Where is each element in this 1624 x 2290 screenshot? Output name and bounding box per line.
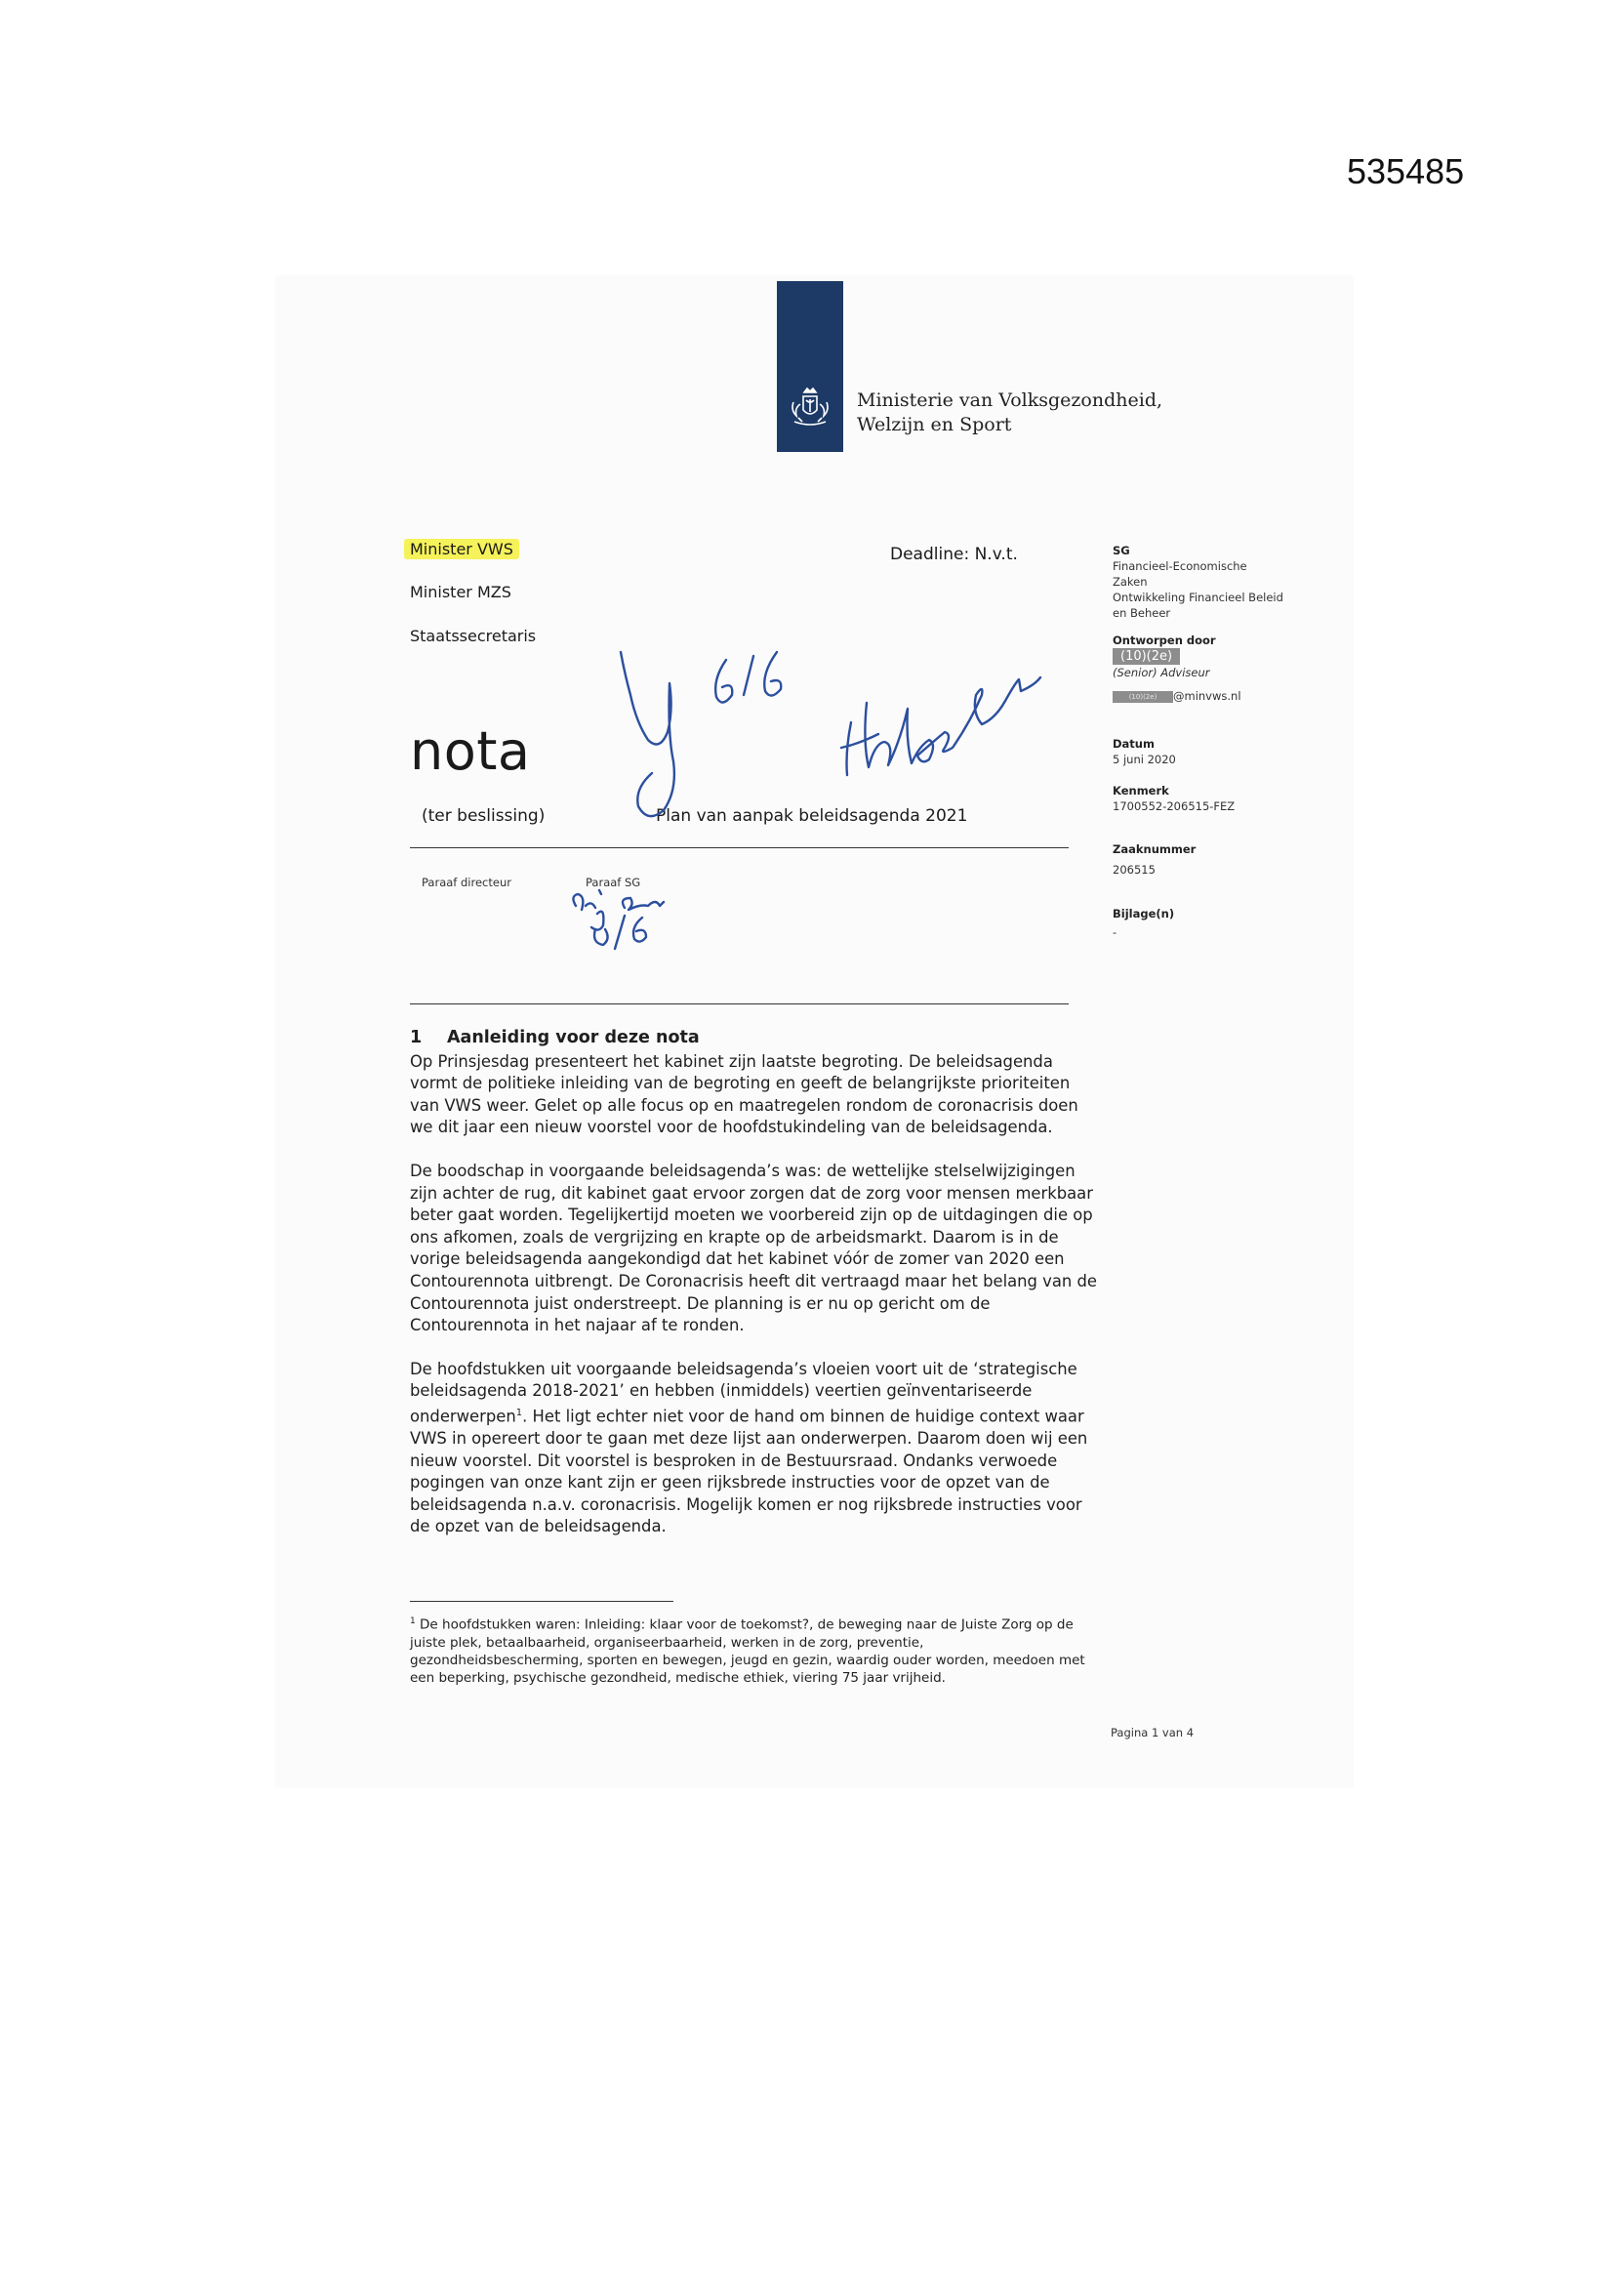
paragraph: De boodschap in voorgaande beleidsagenda’s was: de wettelijke stelselwijzigingen zijn achter de rug, dit kabinet gaat ervoor zorgen dat de zorg voor mensen merkbaar beter gaat worden. Tegelijkertijd moeten we voorbereid zijn op de uitdagingen die op ons afkomen, zoals de vergrijzing en krapte op de arbeidsmarkt. Daarom is in de vorige beleidsagenda aangekondigd dat het kabinet vóór de zomer van 2020 een Contourennota uitbrengt. De Coronacrisis heeft dit vertraagd maar het belang van de Contourennota juist onderstreept. De planning is er nu op gericht om de Contourennota in het najaar af te ronden. [410, 1161, 1097, 1335]
reference-label: Kenmerk [1113, 784, 1169, 797]
document-subject: Plan van aanpak beleidsagenda 2021 [656, 806, 968, 826]
case-number-value: 206515 [1113, 863, 1156, 877]
recipient-minister-vws: Minister VWS [404, 539, 519, 559]
paraaf-sg-label: Paraaf SG [586, 876, 641, 889]
ministry-name-line2: Welzijn en Sport [857, 414, 1012, 435]
ministry-name-line1: Ministerie van Volksgezondheid, [857, 389, 1163, 411]
unit-line: Financieel-Economische [1113, 559, 1247, 573]
attachments-value: - [1113, 925, 1117, 939]
signature-minister [841, 677, 1040, 775]
deadline: Deadline: N.v.t. [890, 545, 1018, 564]
email-suffix: @minvws.nl [1173, 689, 1241, 703]
footnote-text: De hoofdstukken waren: Inleiding: klaar voor de toekomst?, de beweging naar de Juiste Zorg op de juiste plek, betaalbaarheid, organiseerbaarheid, werken in de zorg, preventie, gezondheidsbescherming, sporten en bewegen, jeugd en gezin, waardig ouder worden, meedoen met een beperking, psychische gezondheid, medische ethiek, viering 75 jaar vrijheid. [410, 1616, 1085, 1687]
divider [410, 1003, 1069, 1004]
paragraph [410, 1359, 1098, 1538]
page-indicator: Pagina 1 van 4 [1111, 1726, 1195, 1739]
paragraph: Op Prinsjesdag presenteert het kabinet zijn laatste begroting. De beleidsagenda vormt de politieke inleiding van de begroting en geeft de belangrijkste prioriteiten van VWS weer. Gelet op alle focus op en maatregelen rondom de coronacrisis doen we dit jaar een nieuw voorstel voor de hoofdstukindeling van de beleidsagenda. [410, 1051, 1078, 1137]
reference-value: 1700552-206515-FEZ [1113, 799, 1236, 813]
paragraph-text: . Het ligt echter niet voor de hand om binnen de huidige context waar VWS in opereert door te gaan met deze lijst aan onderwerpen. Daarom doen wij een nieuw voorstel. Dit voorstel is besproken in de Bestuursraad. Ondanks verwoede pogingen van onze kant zijn er geen rijksbrede instructies voor de opzet van de beleidsagenda n.a.v. coronacrisis. Mogelijk komen er nog rijksbrede instructies voor de opzet van de beleidsagenda. [410, 1407, 1088, 1536]
redacted-email: (10)(2e) [1113, 691, 1173, 703]
section-1 [410, 1027, 1098, 1560]
section-heading [410, 1027, 1098, 1049]
document-number: 535485 [1347, 151, 1465, 191]
date-value: 5 juni 2020 [1113, 753, 1176, 766]
role: (Senior) Adviseur [1113, 666, 1210, 679]
footnote-divider [410, 1601, 673, 1602]
signature-date-6 [715, 660, 732, 703]
recipient-staatssecretaris: Staatssecretaris [410, 627, 537, 645]
unit-line: SG [1113, 544, 1130, 557]
case-number-label: Zaaknummer [1113, 842, 1197, 856]
recipient-minister-mzs: Minister MZS [410, 583, 511, 601]
signature-paraaf-date [594, 916, 646, 949]
section-number: 1 [410, 1028, 423, 1047]
signature-initials [621, 652, 674, 816]
document-subtitle: (ter beslissing) [422, 806, 546, 826]
unit-line: Ontwikkeling Financieel Beleid [1113, 591, 1283, 604]
signature-paraaf-sg [573, 890, 664, 930]
footnote [410, 1613, 1093, 1688]
document-title: nota [410, 720, 531, 782]
paraaf-director-label: Paraaf directeur [422, 876, 511, 889]
signature-date-6b [764, 652, 781, 696]
signature-date-slash [744, 656, 753, 695]
footnote-reference[interactable]: 1 [515, 1407, 523, 1418]
attachments-label: Bijlage(n) [1113, 907, 1175, 920]
unit-line: Zaken [1113, 575, 1148, 589]
unit-line: en Beheer [1113, 606, 1171, 620]
paragraph-text: De hoofdstukken uit voorgaande beleidsagenda’s vloeien voort uit de ‘strategische beleidsagenda 2018-2021’ en hebben (inmiddels) veertien geïnventariseerde onderwerpen [410, 1359, 1077, 1426]
date-label: Datum [1113, 737, 1155, 751]
section-title: Aanleiding voor deze nota [447, 1028, 700, 1047]
designed-by-label: Ontworpen door [1113, 634, 1216, 647]
redacted-name: (10)(2e) [1113, 648, 1180, 665]
footnote-marker: 1 [410, 1616, 416, 1626]
handwritten-signatures [0, 0, 1624, 976]
